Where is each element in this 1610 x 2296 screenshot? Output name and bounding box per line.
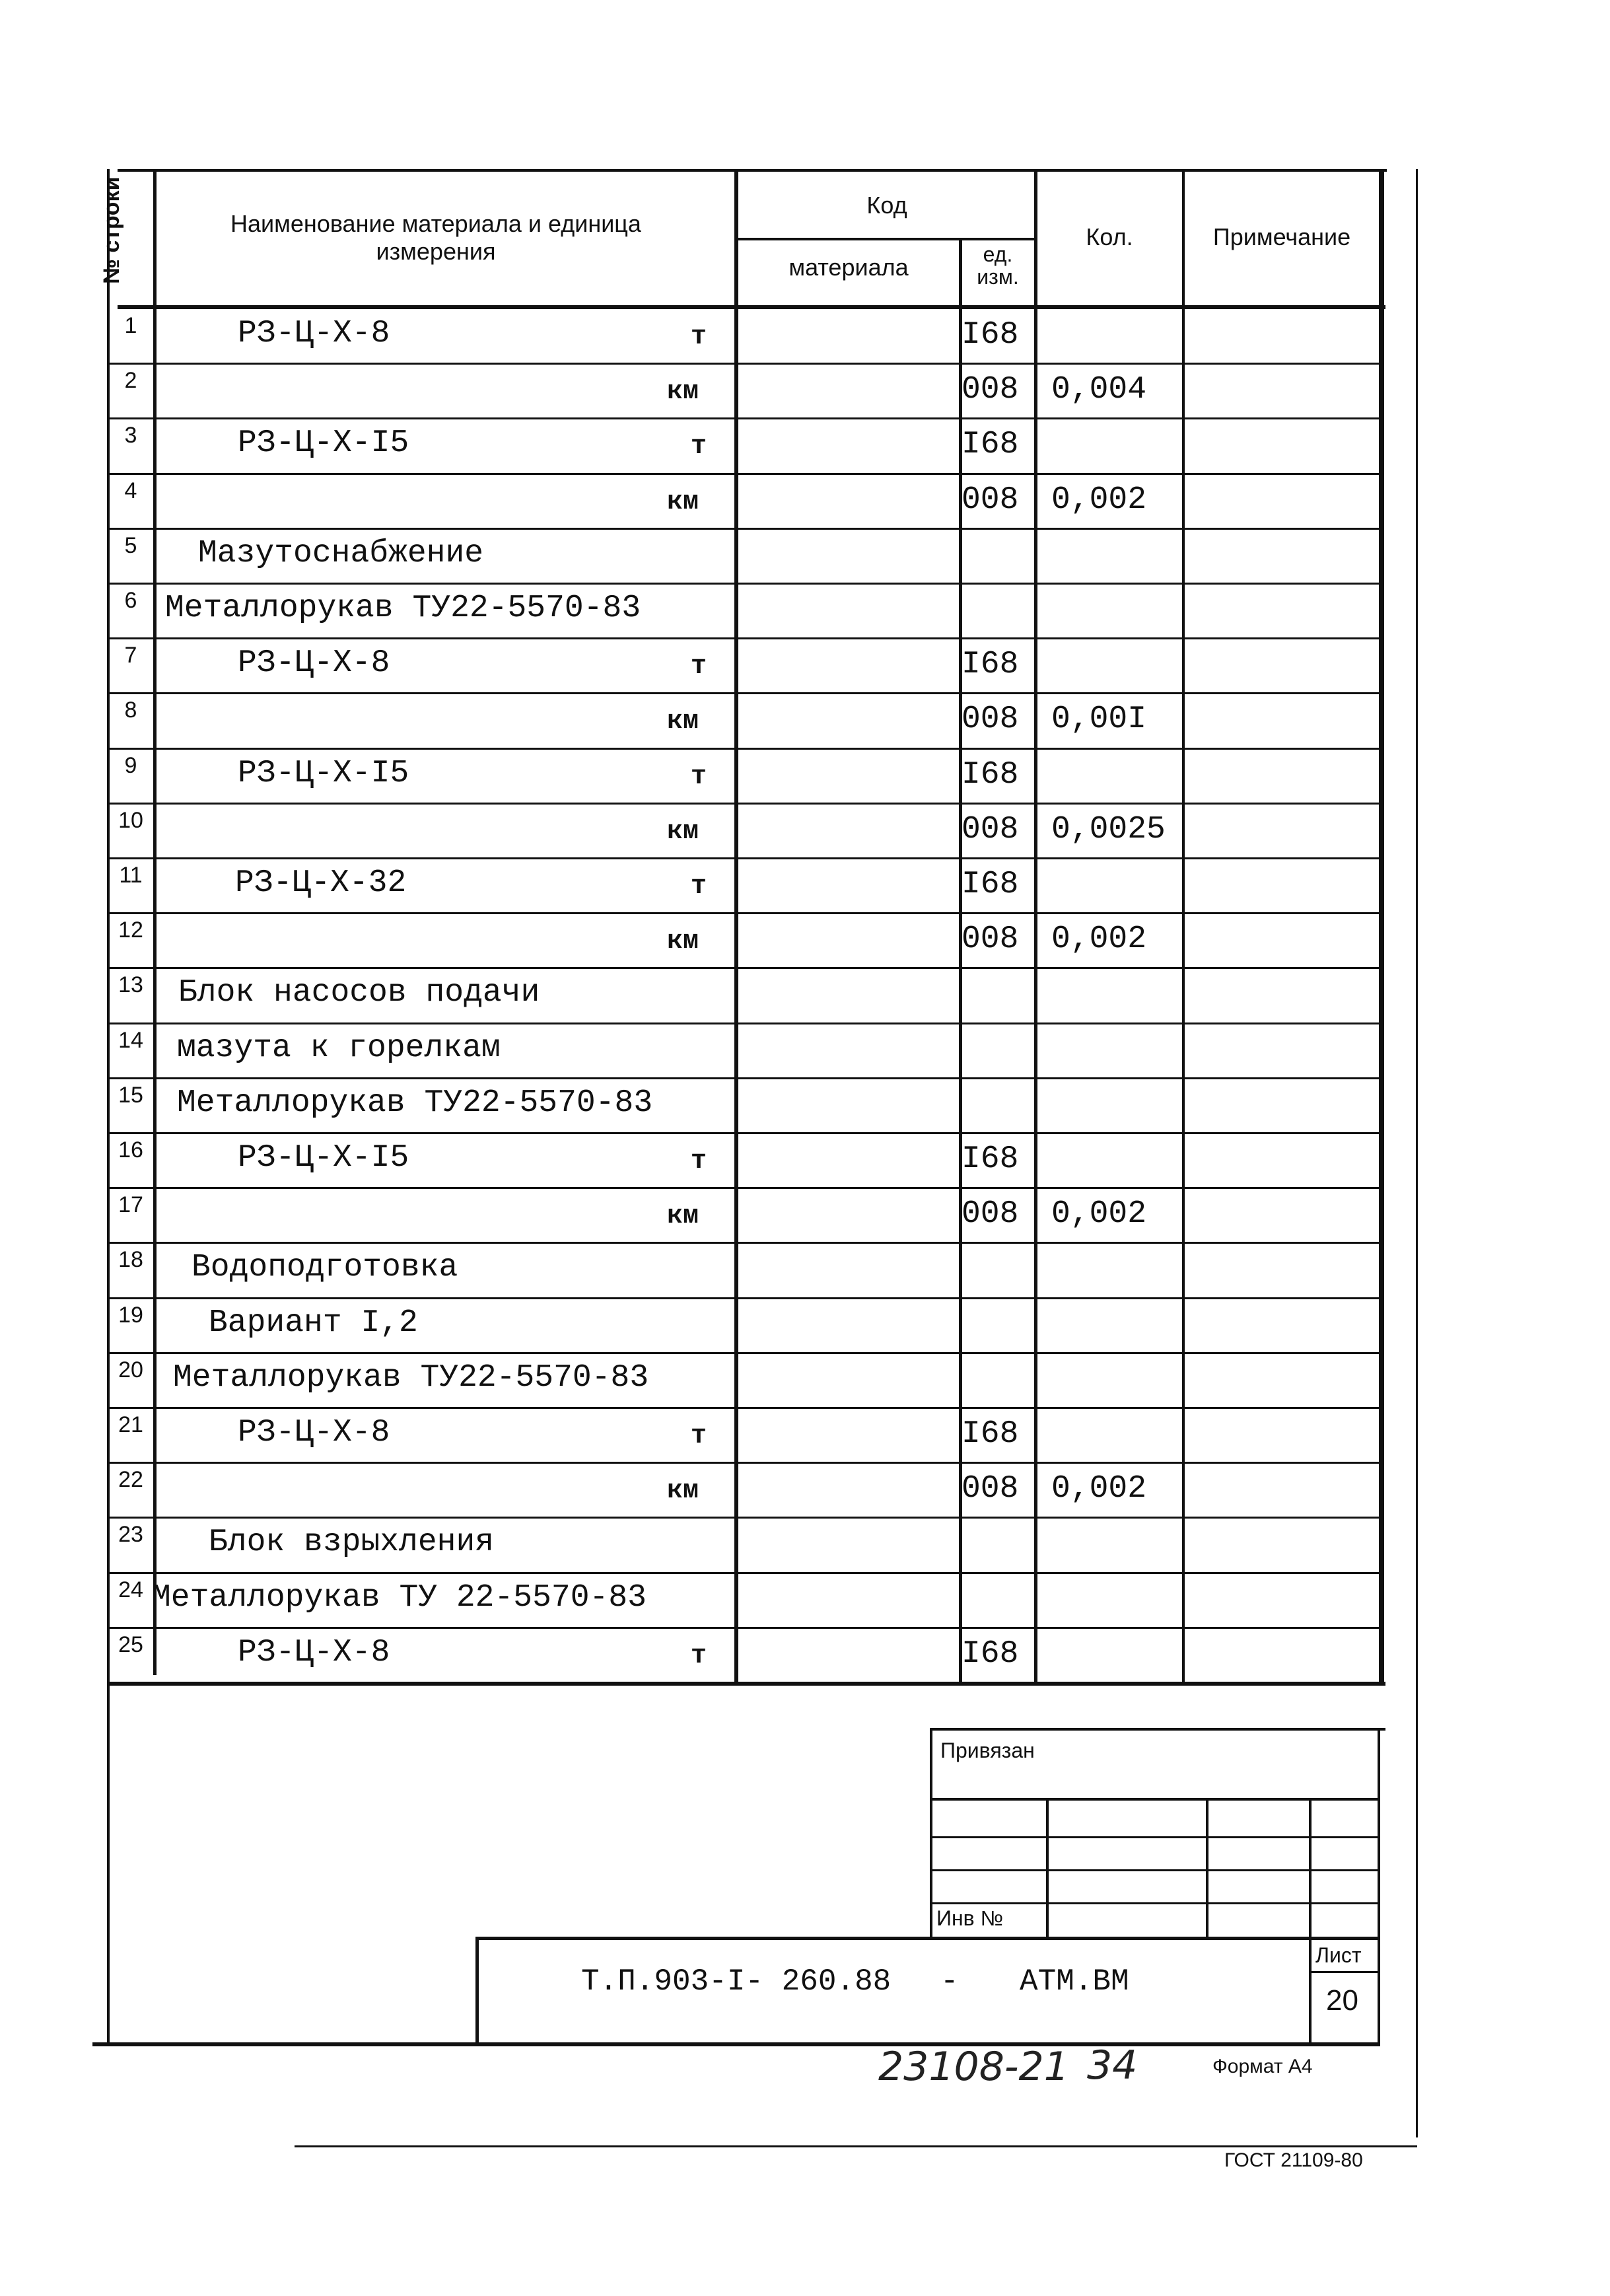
row-unit-code: I68 — [962, 1141, 1019, 1177]
row-quantity: 0,002 — [1051, 921, 1147, 957]
unit-header: ед. изм. — [977, 242, 1019, 289]
stamp-top-line — [930, 1728, 1385, 1731]
row-unit: т — [691, 762, 707, 792]
table-row — [0, 692, 1610, 747]
row-number: 18 — [118, 1247, 143, 1272]
row-name: Вариант I,2 — [209, 1305, 418, 1341]
row-name: РЗ-Ц-Х-8 — [238, 316, 390, 351]
table-row — [0, 1022, 1610, 1077]
row-number: 13 — [118, 972, 143, 997]
row-name: Металлорукав ТУ22-5570-83 — [177, 1085, 653, 1121]
inv-label: Инв № — [936, 1906, 1003, 1930]
stamp-row-line-3 — [930, 1869, 1379, 1871]
row-unit: т — [691, 432, 707, 462]
row-number: 19 — [118, 1303, 143, 1328]
row-name: РЗ-Ц-Х-8 — [238, 1415, 390, 1451]
row-unit: т — [691, 652, 707, 682]
format-label: Формат А4 — [1212, 2056, 1313, 2077]
row-number: 23 — [118, 1522, 143, 1547]
material-header: материала — [788, 254, 909, 281]
row-unit: км — [667, 927, 699, 956]
designation-left-line — [475, 1937, 479, 2046]
row-name: РЗ-Ц-Х-8 — [238, 645, 390, 681]
table-row — [0, 308, 1610, 363]
row-number: 22 — [118, 1467, 143, 1492]
code-header: Код — [866, 192, 907, 219]
stamp-col-line-3 — [1309, 1798, 1312, 2045]
row-unit: т — [691, 1641, 707, 1671]
handwritten-number-2: 34 — [1087, 2042, 1138, 2089]
table-row — [0, 637, 1610, 692]
table-row — [0, 1462, 1610, 1517]
code-subheader-line — [734, 238, 1035, 240]
row-unit: км — [667, 707, 699, 736]
row-unit: км — [667, 817, 699, 847]
row-number: 12 — [118, 917, 143, 943]
row-name: РЗ-Ц-Х-8 — [238, 1635, 390, 1670]
row-unit-code: 008 — [962, 482, 1019, 518]
row-number: 5 — [124, 533, 137, 558]
table-row — [0, 1077, 1610, 1132]
table-row — [0, 1407, 1610, 1462]
row-name: Мазутоснабжение — [198, 536, 484, 571]
table-row — [0, 1297, 1610, 1352]
row-number: 1 — [124, 313, 137, 338]
row-name: РЗ-Ц-Х-32 — [235, 865, 407, 901]
row-number: 3 — [124, 423, 137, 448]
row-quantity: 0,002 — [1051, 1471, 1147, 1507]
row-name: Металлорукав ТУ 22-5570-83 — [152, 1580, 647, 1616]
designation-dash: - — [940, 1964, 959, 1999]
row-quantity: 0,00I — [1051, 701, 1147, 737]
stamp-right-line — [1378, 1728, 1380, 2045]
row-number: 21 — [118, 1412, 143, 1437]
gost-label: ГОСТ 21109-80 — [1224, 2149, 1363, 2171]
row-name: РЗ-Ц-Х-I5 — [238, 425, 409, 461]
row-number: 2 — [124, 368, 137, 393]
row-name: РЗ-Ц-Х-I5 — [238, 756, 409, 791]
row-number: 7 — [124, 643, 137, 668]
linked-label: Привязан — [940, 1739, 1035, 1762]
row-number: 4 — [124, 478, 137, 503]
row-unit: км — [667, 1202, 699, 1231]
row-unit-code: I68 — [962, 867, 1019, 902]
table-row — [0, 857, 1610, 912]
table-row — [0, 473, 1610, 528]
row-unit-code: 008 — [962, 812, 1019, 847]
row-number: 10 — [118, 808, 143, 833]
row-name: мазута к горелкам — [177, 1030, 501, 1066]
note-header: Примечание — [1212, 223, 1351, 250]
row-number: 8 — [124, 698, 137, 723]
row-unit-code: 008 — [962, 921, 1019, 957]
row-unit-code: I68 — [962, 647, 1019, 682]
table-row — [0, 1242, 1610, 1297]
row-name: Водоподготовка — [192, 1250, 458, 1285]
table-row — [0, 1517, 1610, 1571]
designation-text: Т.П.903-I- 260.88 — [581, 1964, 892, 1999]
row-number: 16 — [118, 1137, 143, 1163]
table-row — [0, 1187, 1610, 1242]
row-name: РЗ-Ц-Х-I5 — [238, 1140, 409, 1176]
row-unit-code: I68 — [962, 317, 1019, 353]
row-unit-code: 008 — [962, 1471, 1019, 1507]
designation-top-line — [475, 1937, 1380, 1940]
row-number: 15 — [118, 1083, 143, 1108]
row-unit-code: 008 — [962, 372, 1019, 408]
table-row — [0, 803, 1610, 857]
row-quantity: 0,002 — [1051, 1196, 1147, 1232]
row-unit: т — [691, 322, 707, 352]
row-number-header: № строки — [99, 176, 124, 284]
sheet-label-line — [1309, 1971, 1379, 1973]
row-unit-code: I68 — [962, 427, 1019, 462]
row-unit: т — [691, 1147, 707, 1176]
stamp-row-line-2 — [930, 1836, 1379, 1838]
table-row — [0, 912, 1610, 967]
table-row — [0, 967, 1610, 1022]
table-row — [0, 1352, 1610, 1407]
table-bottom-line — [107, 1682, 1385, 1686]
qty-header: Кол. — [1086, 223, 1133, 250]
table-row — [0, 748, 1610, 803]
row-name: Блок взрыхления — [209, 1525, 495, 1560]
row-quantity: 0,002 — [1051, 482, 1147, 518]
row-unit: т — [691, 1421, 707, 1451]
stamp-row-line-1 — [930, 1798, 1379, 1801]
row-unit-code: I68 — [962, 1416, 1019, 1452]
row-name: Металлорукав ТУ22-5570-83 — [165, 591, 641, 626]
table-row — [0, 1627, 1610, 1682]
row-number: 6 — [124, 588, 137, 613]
row-number: 17 — [118, 1192, 143, 1217]
row-unit: км — [667, 1476, 699, 1506]
table-row — [0, 1572, 1610, 1627]
row-quantity: 0,0025 — [1051, 812, 1166, 847]
name-header: Наименование материала и единица измерения — [230, 210, 641, 265]
row-number: 20 — [118, 1357, 143, 1382]
row-number: 11 — [119, 863, 143, 888]
row-unit: км — [667, 377, 699, 407]
sheet-label: Лист — [1315, 1943, 1362, 1967]
row-number: 14 — [118, 1028, 143, 1053]
stamp-row-line-4 — [930, 1902, 1379, 1904]
stamp-col-line-2 — [1206, 1798, 1208, 1939]
frame-top-line — [118, 169, 1387, 172]
table-row — [0, 363, 1610, 417]
table-row — [0, 417, 1610, 472]
table-row — [0, 583, 1610, 637]
row-unit-code: I68 — [962, 757, 1019, 793]
row-name: Блок насосов подачи — [178, 975, 540, 1011]
row-number: 9 — [124, 753, 137, 778]
row-number: 24 — [118, 1577, 143, 1602]
footer-rule — [295, 2145, 1417, 2147]
row-unit-code: I68 — [962, 1636, 1019, 1672]
row-quantity: 0,004 — [1051, 372, 1147, 408]
stamp-left-line — [930, 1728, 932, 1939]
row-number: 25 — [118, 1632, 143, 1657]
table-row — [0, 528, 1610, 583]
page-bottom-line — [92, 2042, 1380, 2046]
sheet-number: 20 — [1326, 1984, 1358, 2017]
row-unit: т — [691, 872, 707, 902]
row-unit-code: 008 — [962, 701, 1019, 737]
row-unit-code: 008 — [962, 1196, 1019, 1232]
handwritten-number: 23108-21 — [878, 2044, 1069, 2090]
table-row — [0, 1132, 1610, 1187]
row-unit: км — [667, 487, 699, 517]
document-code: АТМ.ВМ — [1020, 1964, 1129, 1999]
row-name: Металлорукав ТУ22-5570-83 — [173, 1360, 649, 1396]
stamp-col-line-1 — [1046, 1798, 1049, 1939]
